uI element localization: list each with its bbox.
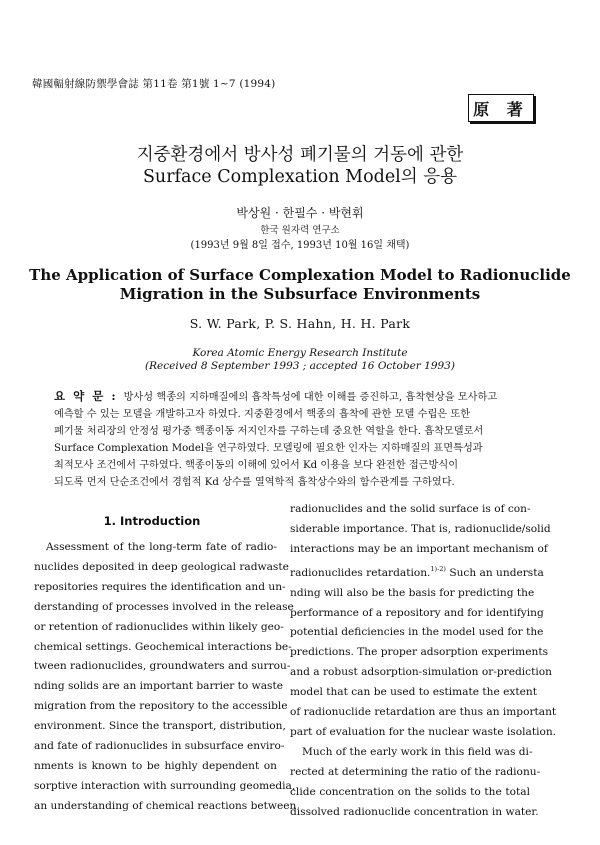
- section-title-introduction: 1. Introduction: [103, 514, 201, 528]
- body-line: nding solids are an important barrier to waste: [34, 680, 284, 693]
- abstract-line: 폐기물 처리장의 안정성 평가중 핵종이동 저지인자를 구하는데 중요한 역할을 한다. 흡착모델로서: [54, 426, 484, 437]
- body-line: predictions. The proper adsorption experiments: [290, 646, 549, 659]
- body-line: nments is known to be highly dependent on: [34, 759, 277, 772]
- body-line: dissolved radionuclide concentration in water.: [290, 805, 539, 818]
- abstract: [54, 388, 532, 491]
- abstract-line: Surface Complexation Model을 연구하였다. 모델링에 필요한 인자는 지하매질의 표면특성과: [54, 443, 483, 454]
- english-dates: (Received 8 September 1993 ; accepted 16 October 1993): [145, 360, 455, 372]
- article-type-badge: 原 著: [468, 94, 534, 122]
- citation-superscript: 1)-2): [430, 564, 446, 573]
- body-line: nuclides deposited in deep geological radwaste: [34, 560, 289, 573]
- body-line: environment. Since the transport, distribution,: [34, 720, 286, 733]
- body-line: and a robust adsorption-simulation or-prediction: [290, 666, 552, 679]
- body-line: Much of the early work in this field was di-: [302, 745, 533, 758]
- body-line: derstanding of processes involved in the release: [34, 600, 294, 613]
- body-line: model that can be used to estimate the extent: [290, 686, 537, 699]
- body-line: potential deficiencies in the model used for the: [290, 626, 544, 639]
- body-line: of radionuclide retardation are thus an important: [290, 706, 557, 719]
- citation-line-continuation: Such an understa: [445, 566, 544, 579]
- body-line: clide concentration on the solids to the total: [290, 785, 530, 798]
- english-title: [0, 266, 600, 304]
- abstract-line: 최적모사 조건에서 구하였다. 핵종이동의 이해에 있어서 Kd 이용을 보다 완전한 접근방식이: [54, 460, 459, 471]
- body-line: Assessment of the long-term fate of radio-: [46, 541, 277, 553]
- body-line: part of evaluation for the nuclear waste isolation.: [290, 725, 557, 738]
- journal-header: 韓國輻射線防禦學會誌 第11卷 第1號 1~7 (1994): [32, 78, 276, 90]
- body-line-with-citation: [290, 560, 544, 584]
- english-authors: S. W. Park, P. S. Hahn, H. H. Park: [189, 316, 411, 331]
- body-line: sorptive interaction with surrounding geomedia,: [34, 779, 296, 792]
- citation-line-text: radionuclides retardation.: [290, 566, 431, 579]
- korean-title: 지중환경에서 방사성 폐기물의 거동에 관한: [136, 145, 464, 165]
- right-column: [290, 500, 557, 823]
- body-line: repositories requires the identification and un-: [34, 580, 286, 593]
- abstract-text: 방사성 핵종의 지하매질에의 흡착특성에 대한 이해를 증진하고, 흡착현상을 모사하고: [123, 392, 498, 403]
- abstract-line: [54, 388, 532, 406]
- abstract-line: 예측할 수 있는 모델을 개발하고자 하였다. 지중환경에서 핵종의 흡착에 관한 모델 수립은 또한: [54, 409, 471, 420]
- english-affiliation: Korea Atomic Energy Research Institute: [192, 347, 408, 359]
- abstract-label: 요 약 문 :: [54, 389, 118, 403]
- body-line: migration from the repository to the accessible: [34, 700, 288, 713]
- body-line: siderable importance. That is, radionuclide/solid: [290, 522, 551, 535]
- korean-affiliation: 한국 원자력 연구소: [260, 225, 340, 236]
- body-line: rected at determining the ratio of the radionu-: [290, 765, 541, 778]
- korean-title-line2: Surface Complexation Model의 응용: [142, 167, 458, 187]
- body-line: or retention of radionuclides within likely geo-: [34, 620, 284, 633]
- body-line: performance of a repository and for identifying: [290, 606, 544, 619]
- body-line: an understanding of chemical reactions between: [34, 799, 297, 812]
- body-line: interactions may be an important mechanism of: [290, 542, 548, 555]
- body-line: tween radionuclides, groundwaters and surrou-: [34, 660, 291, 673]
- abstract-line: 되도록 먼저 단순조건에서 경험적 Kd 상수를 열역학적 흡착상수와의 함수관계를 구하였다.: [54, 477, 455, 488]
- body-line: chemical settings. Geochemical interactions be-: [34, 640, 292, 653]
- body-line: nding will also be the basis for predicting the: [290, 586, 535, 599]
- english-title-line: Migration in the Subsurface Environments: [119, 285, 481, 303]
- korean-authors: 박상원 · 한필수 · 박현휘: [236, 206, 364, 220]
- korean-dates: (1993년 9월 8일 접수, 1993년 10월 16일 채택): [190, 240, 410, 251]
- body-line: radionuclides and the solid surface is of con-: [290, 503, 531, 515]
- left-column: [34, 538, 297, 817]
- body-line: and fate of radionuclides in subsurface enviro-: [34, 740, 285, 753]
- english-title-line: The Application of Surface Complexation Model to Radionuclide: [29, 266, 571, 284]
